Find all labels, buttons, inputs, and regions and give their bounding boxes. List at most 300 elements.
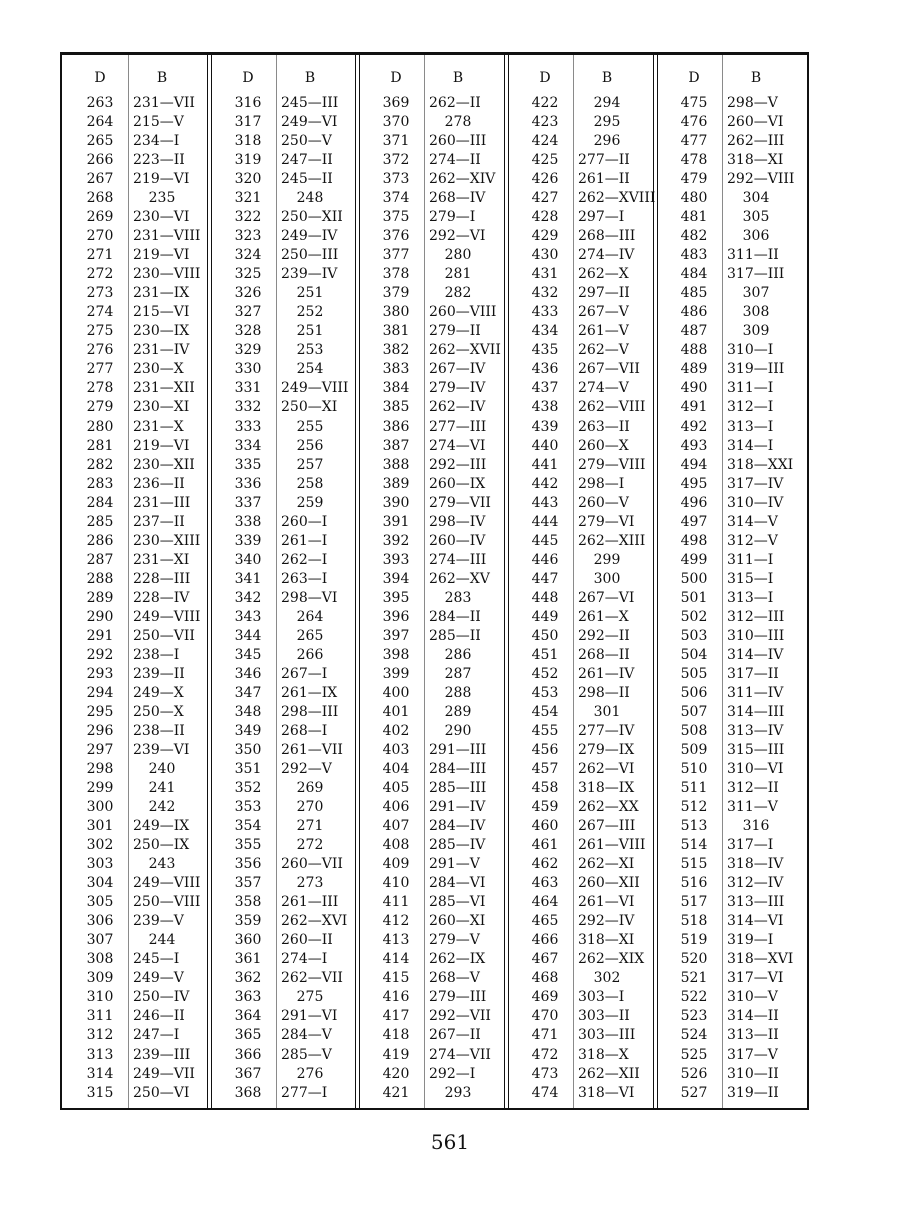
header-d: D (688, 70, 700, 86)
cell-d: 384 (382, 380, 410, 397)
cell-b: 265 (296, 627, 324, 644)
cell-b: 261—III (281, 894, 339, 911)
cell-d: 309 (86, 970, 114, 987)
cell-d: 492 (680, 418, 708, 435)
cell-b: 262—IV (429, 399, 486, 416)
cell-d: 290 (86, 608, 114, 625)
cell-b: 287 (444, 665, 472, 682)
cell-d: 283 (86, 475, 114, 492)
cell-b: 268—V (429, 970, 480, 987)
cell-b: 279—VIII (578, 456, 646, 473)
cell-b: 311—IV (727, 684, 784, 701)
cell-d: 488 (680, 342, 708, 359)
cell-d: 424 (531, 133, 559, 150)
cell-d: 430 (531, 247, 559, 264)
cell-b: 249—VII (133, 1065, 195, 1082)
cell-d: 412 (382, 913, 410, 930)
cell-d: 390 (382, 494, 410, 511)
cell-d: 436 (531, 361, 559, 378)
cell-d: 472 (531, 1046, 559, 1063)
cell-d: 490 (680, 380, 708, 397)
cell-d: 357 (234, 875, 262, 892)
cell-b: 248 (296, 190, 324, 207)
cell-d: 431 (531, 266, 559, 283)
cell-d: 435 (531, 342, 559, 359)
cell-b: 259 (296, 494, 324, 511)
cell-d: 374 (382, 190, 410, 207)
cell-d: 400 (382, 684, 410, 701)
cell-d: 310 (86, 989, 114, 1006)
cell-b: 284—III (429, 761, 487, 778)
cell-b: 243 (148, 856, 176, 873)
cell-b: 299 (593, 551, 621, 568)
cell-d: 510 (680, 761, 708, 778)
cell-d: 427 (531, 190, 559, 207)
cell-d: 373 (382, 171, 410, 188)
cell-b: 279—IV (429, 380, 486, 397)
cell-d: 385 (382, 399, 410, 416)
cell-b: 230—XI (133, 399, 190, 416)
cell-b: 307 (742, 285, 770, 302)
cell-d: 439 (531, 418, 559, 435)
cell-d: 470 (531, 1008, 559, 1025)
cell-b: 284—II (429, 608, 481, 625)
cell-d: 507 (680, 703, 708, 720)
cell-d: 267 (86, 171, 114, 188)
header-b: B (750, 70, 762, 86)
cell-b: 260—XII (578, 875, 640, 892)
cell-d: 366 (234, 1046, 262, 1063)
cell-b: 298—VI (281, 589, 338, 606)
cell-b: 219—VI (133, 247, 190, 264)
cell-b: 319—I (727, 932, 774, 949)
cell-d: 508 (680, 722, 708, 739)
cell-b: 250—IX (133, 837, 190, 854)
cell-d: 382 (382, 342, 410, 359)
cell-d: 466 (531, 932, 559, 949)
cell-d: 284 (86, 494, 114, 511)
cell-b: 310—I (727, 342, 774, 359)
cell-d: 501 (680, 589, 708, 606)
cell-b: 260—I (281, 513, 328, 530)
cell-d: 317 (234, 114, 262, 131)
cell-d: 282 (86, 456, 114, 473)
cell-d: 518 (680, 913, 708, 930)
cell-b: 291—VI (281, 1008, 338, 1025)
cell-b: 309 (742, 323, 770, 340)
header-b: B (601, 70, 613, 86)
cell-b: 302 (593, 970, 621, 987)
cell-d: 483 (680, 247, 708, 264)
cell-b: 314—III (727, 703, 785, 720)
cell-d: 523 (680, 1008, 708, 1025)
cell-d: 321 (234, 190, 262, 207)
cell-b: 308 (742, 304, 770, 321)
cell-b: 319—II (727, 1084, 779, 1101)
cell-d: 349 (234, 722, 262, 739)
cell-d: 324 (234, 247, 262, 264)
cell-b: 261—VIII (578, 837, 646, 854)
cell-b: 266 (296, 646, 324, 663)
cell-d: 441 (531, 456, 559, 473)
header-b: B (156, 70, 168, 86)
cell-b: 281 (444, 266, 472, 283)
cell-d: 469 (531, 989, 559, 1006)
cell-b: 250—VI (133, 1084, 190, 1101)
cell-d: 474 (531, 1084, 559, 1101)
cell-b: 318—IX (578, 780, 635, 797)
header-b: B (452, 70, 464, 86)
cell-b: 230—VIII (133, 266, 201, 283)
cell-b: 303—III (578, 1027, 636, 1044)
cell-d: 304 (86, 875, 114, 892)
cell-b: 269 (296, 780, 324, 797)
cell-d: 300 (86, 799, 114, 816)
cell-b: 215—VI (133, 304, 190, 321)
cell-b: 261—I (281, 532, 328, 549)
cell-d: 500 (680, 570, 708, 587)
cell-b: 250—VII (133, 627, 195, 644)
column-divider (424, 55, 425, 1108)
cell-d: 331 (234, 380, 262, 397)
cell-d: 413 (382, 932, 410, 949)
cell-d: 453 (531, 684, 559, 701)
cell-b: 219—VI (133, 171, 190, 188)
cell-b: 290 (444, 722, 472, 739)
cell-d: 265 (86, 133, 114, 150)
cell-b: 255 (296, 418, 324, 435)
cell-d: 478 (680, 152, 708, 169)
cell-d: 428 (531, 209, 559, 226)
cell-d: 376 (382, 228, 410, 245)
cell-b: 240 (148, 761, 176, 778)
cell-d: 372 (382, 152, 410, 169)
cell-b: 271 (296, 818, 324, 835)
cell-b: 274—VI (429, 437, 486, 454)
cell-b: 247—II (281, 152, 333, 169)
cell-b: 305 (742, 209, 770, 226)
cell-b: 292—I (429, 1065, 476, 1082)
cell-b: 262—VIII (578, 399, 646, 416)
cell-d: 463 (531, 875, 559, 892)
cell-d: 481 (680, 209, 708, 226)
cell-b: 262—IX (429, 951, 486, 968)
cell-b: 262—XIII (578, 532, 646, 549)
cell-d: 338 (234, 513, 262, 530)
cell-b: 260—VII (281, 856, 343, 873)
cell-b: 274—III (429, 551, 487, 568)
cell-b: 292—VIII (727, 171, 795, 188)
cell-d: 275 (86, 323, 114, 340)
cell-d: 513 (680, 818, 708, 835)
cell-b: 260—IV (429, 532, 486, 549)
cell-d: 268 (86, 190, 114, 207)
cell-d: 371 (382, 133, 410, 150)
cell-d: 498 (680, 532, 708, 549)
cell-d: 444 (531, 513, 559, 530)
cell-b: 261—X (578, 608, 629, 625)
cell-d: 327 (234, 304, 262, 321)
cell-d: 383 (382, 361, 410, 378)
cell-b: 313—II (727, 1027, 779, 1044)
column-group-2 (210, 55, 356, 1108)
cell-b: 313—III (727, 894, 785, 911)
cell-b: 310—VI (727, 761, 784, 778)
cell-b: 249—IV (281, 228, 338, 245)
cell-d: 318 (234, 133, 262, 150)
cell-d: 497 (680, 513, 708, 530)
header-d: D (539, 70, 551, 86)
cell-d: 340 (234, 551, 262, 568)
cell-b: 260—II (281, 932, 333, 949)
cell-d: 449 (531, 608, 559, 625)
cell-b: 275 (296, 989, 324, 1006)
cell-d: 446 (531, 551, 559, 568)
cell-b: 278 (444, 114, 472, 131)
cell-d: 460 (531, 818, 559, 835)
cell-d: 325 (234, 266, 262, 283)
cell-d: 277 (86, 361, 114, 378)
cell-b: 298—II (578, 684, 630, 701)
cell-b: 231—III (133, 494, 191, 511)
cell-b: 306 (742, 228, 770, 245)
column-group-5 (656, 55, 807, 1108)
cell-d: 521 (680, 970, 708, 987)
cell-b: 317—V (727, 1046, 778, 1063)
cell-b: 274—I (281, 951, 328, 968)
cell-d: 394 (382, 570, 410, 587)
cell-d: 288 (86, 570, 114, 587)
cell-d: 402 (382, 722, 410, 739)
cell-d: 307 (86, 932, 114, 949)
cell-b: 231—VIII (133, 228, 201, 245)
cell-d: 279 (86, 399, 114, 416)
cell-b: 310—IV (727, 494, 784, 511)
cell-d: 363 (234, 989, 262, 1006)
cell-b: 256 (296, 437, 324, 454)
cell-b: 231—VII (133, 95, 195, 111)
cell-d: 322 (234, 209, 262, 226)
cell-b: 261—VII (281, 742, 343, 759)
cell-d: 329 (234, 342, 262, 359)
cell-b: 277—I (281, 1084, 328, 1101)
cell-b: 310—III (727, 627, 785, 644)
cell-b: 285—III (429, 780, 487, 797)
cell-d: 397 (382, 627, 410, 644)
column-divider (276, 55, 277, 1108)
cell-d: 364 (234, 1008, 262, 1025)
cell-d: 287 (86, 551, 114, 568)
cell-d: 516 (680, 875, 708, 892)
cell-d: 323 (234, 228, 262, 245)
cell-b: 261—IV (578, 665, 635, 682)
cell-b: 273 (296, 875, 324, 892)
cell-b: 313—I (727, 418, 774, 435)
cell-d: 410 (382, 875, 410, 892)
cell-b: 261—VI (578, 894, 635, 911)
cell-d: 468 (531, 970, 559, 987)
cell-d: 352 (234, 780, 262, 797)
cell-b: 285—II (429, 627, 481, 644)
cell-b: 295 (593, 114, 621, 131)
cell-d: 465 (531, 913, 559, 930)
cell-d: 415 (382, 970, 410, 987)
cell-b: 282 (444, 285, 472, 302)
cell-b: 249—VIII (133, 608, 201, 625)
cell-d: 274 (86, 304, 114, 321)
cell-b: 237—II (133, 513, 185, 530)
cell-d: 493 (680, 437, 708, 454)
cell-d: 369 (382, 95, 410, 111)
cell-d: 359 (234, 913, 262, 930)
cell-d: 301 (86, 818, 114, 835)
cell-b: 291—V (429, 856, 480, 873)
cell-d: 306 (86, 913, 114, 930)
cell-b: 301 (593, 703, 621, 720)
cell-b: 317—I (727, 837, 774, 854)
cell-d: 296 (86, 722, 114, 739)
cell-d: 411 (382, 894, 410, 911)
cell-b: 262—XVI (281, 913, 348, 930)
cell-b: 315—I (727, 570, 774, 587)
cell-b: 272 (296, 837, 324, 854)
cell-b: 297—I (578, 209, 625, 226)
cell-d: 527 (680, 1084, 708, 1101)
cell-b: 314—VI (727, 913, 784, 930)
cell-b: 292—VI (429, 228, 486, 245)
cell-d: 403 (382, 742, 410, 759)
cell-d: 392 (382, 532, 410, 549)
cell-b: 250—X (133, 703, 184, 720)
cell-b: 231—X (133, 418, 184, 435)
cell-d: 404 (382, 761, 410, 778)
cell-d: 445 (531, 532, 559, 549)
cell-d: 344 (234, 627, 262, 644)
cell-d: 450 (531, 627, 559, 644)
cell-d: 355 (234, 837, 262, 854)
cell-b: 258 (296, 475, 324, 492)
cell-d: 328 (234, 323, 262, 340)
cell-b: 231—IV (133, 342, 190, 359)
cell-b: 262—XX (578, 799, 639, 816)
cell-b: 285—IV (429, 837, 486, 854)
cell-b: 228—IV (133, 589, 190, 606)
cell-b: 249—X (133, 684, 184, 701)
cell-b: 244 (148, 932, 176, 949)
cell-d: 426 (531, 171, 559, 188)
cell-b: 268—III (578, 228, 636, 245)
cell-d: 312 (86, 1027, 114, 1044)
cell-d: 365 (234, 1027, 262, 1044)
cell-b: 260—VIII (429, 304, 497, 321)
cell-b: 316 (742, 818, 770, 835)
cell-d: 422 (531, 95, 559, 111)
cell-b: 260—IX (429, 475, 486, 492)
cell-d: 509 (680, 742, 708, 759)
cell-b: 250—XI (281, 399, 338, 416)
cell-d: 332 (234, 399, 262, 416)
cell-d: 292 (86, 646, 114, 663)
cell-d: 326 (234, 285, 262, 302)
cell-b: 318—XI (727, 152, 784, 169)
cell-b: 260—X (578, 437, 629, 454)
cell-b: 247—I (133, 1027, 180, 1044)
cell-b: 311—V (727, 799, 778, 816)
cell-d: 476 (680, 114, 708, 131)
cell-b: 312—I (727, 399, 774, 416)
cell-d: 515 (680, 856, 708, 873)
cell-d: 487 (680, 323, 708, 340)
cell-b: 250—V (281, 133, 332, 150)
cell-b: 262—XV (429, 570, 490, 587)
cell-b: 230—VI (133, 209, 190, 226)
header-d: D (94, 70, 106, 86)
cell-b: 236—II (133, 475, 185, 492)
cell-b: 249—VI (281, 114, 338, 131)
cell-d: 368 (234, 1084, 262, 1101)
cell-b: 241 (148, 780, 176, 797)
column-group-1 (62, 55, 208, 1108)
cell-d: 342 (234, 589, 262, 606)
cell-d: 370 (382, 114, 410, 131)
cell-b: 318—XI (578, 932, 635, 949)
cell-b: 312—V (727, 532, 778, 549)
cell-d: 388 (382, 456, 410, 473)
cell-d: 524 (680, 1027, 708, 1044)
cell-b: 230—XII (133, 456, 195, 473)
cell-b: 274—V (578, 380, 629, 397)
cell-b: 319—III (727, 361, 785, 378)
cell-b: 267—II (429, 1027, 481, 1044)
cell-d: 475 (680, 95, 708, 111)
cell-b: 250—IV (133, 989, 190, 1006)
cell-b: 231—IX (133, 285, 190, 302)
cell-d: 457 (531, 761, 559, 778)
cell-d: 409 (382, 856, 410, 873)
cell-d: 414 (382, 951, 410, 968)
cell-b: 238—II (133, 722, 185, 739)
cell-d: 315 (86, 1084, 114, 1101)
cell-d: 458 (531, 780, 559, 797)
cell-b: 262—XIV (429, 171, 496, 188)
cell-d: 504 (680, 646, 708, 663)
cell-b: 298—I (578, 475, 625, 492)
cell-b: 310—V (727, 989, 778, 1006)
cell-b: 277—IV (578, 722, 635, 739)
cell-d: 358 (234, 894, 262, 911)
cell-b: 303—II (578, 1008, 630, 1025)
cell-b: 260—XI (429, 913, 486, 930)
cell-d: 396 (382, 608, 410, 625)
cell-b: 317—II (727, 665, 779, 682)
correspondence-table (60, 52, 809, 1110)
cell-d: 433 (531, 304, 559, 321)
cell-b: 230—IX (133, 323, 190, 340)
cell-d: 311 (86, 1008, 114, 1025)
cell-d: 264 (86, 114, 114, 131)
cell-b: 262—XIX (578, 951, 645, 968)
cell-b: 285—V (281, 1046, 332, 1063)
cell-d: 375 (382, 209, 410, 226)
cell-d: 381 (382, 323, 410, 340)
cell-b: 262—XII (578, 1065, 640, 1082)
cell-d: 316 (234, 95, 262, 111)
cell-b: 239—V (133, 913, 184, 930)
cell-d: 495 (680, 475, 708, 492)
cell-b: 239—III (133, 1046, 191, 1063)
cell-b: 250—III (281, 247, 339, 264)
cell-d: 343 (234, 608, 262, 625)
